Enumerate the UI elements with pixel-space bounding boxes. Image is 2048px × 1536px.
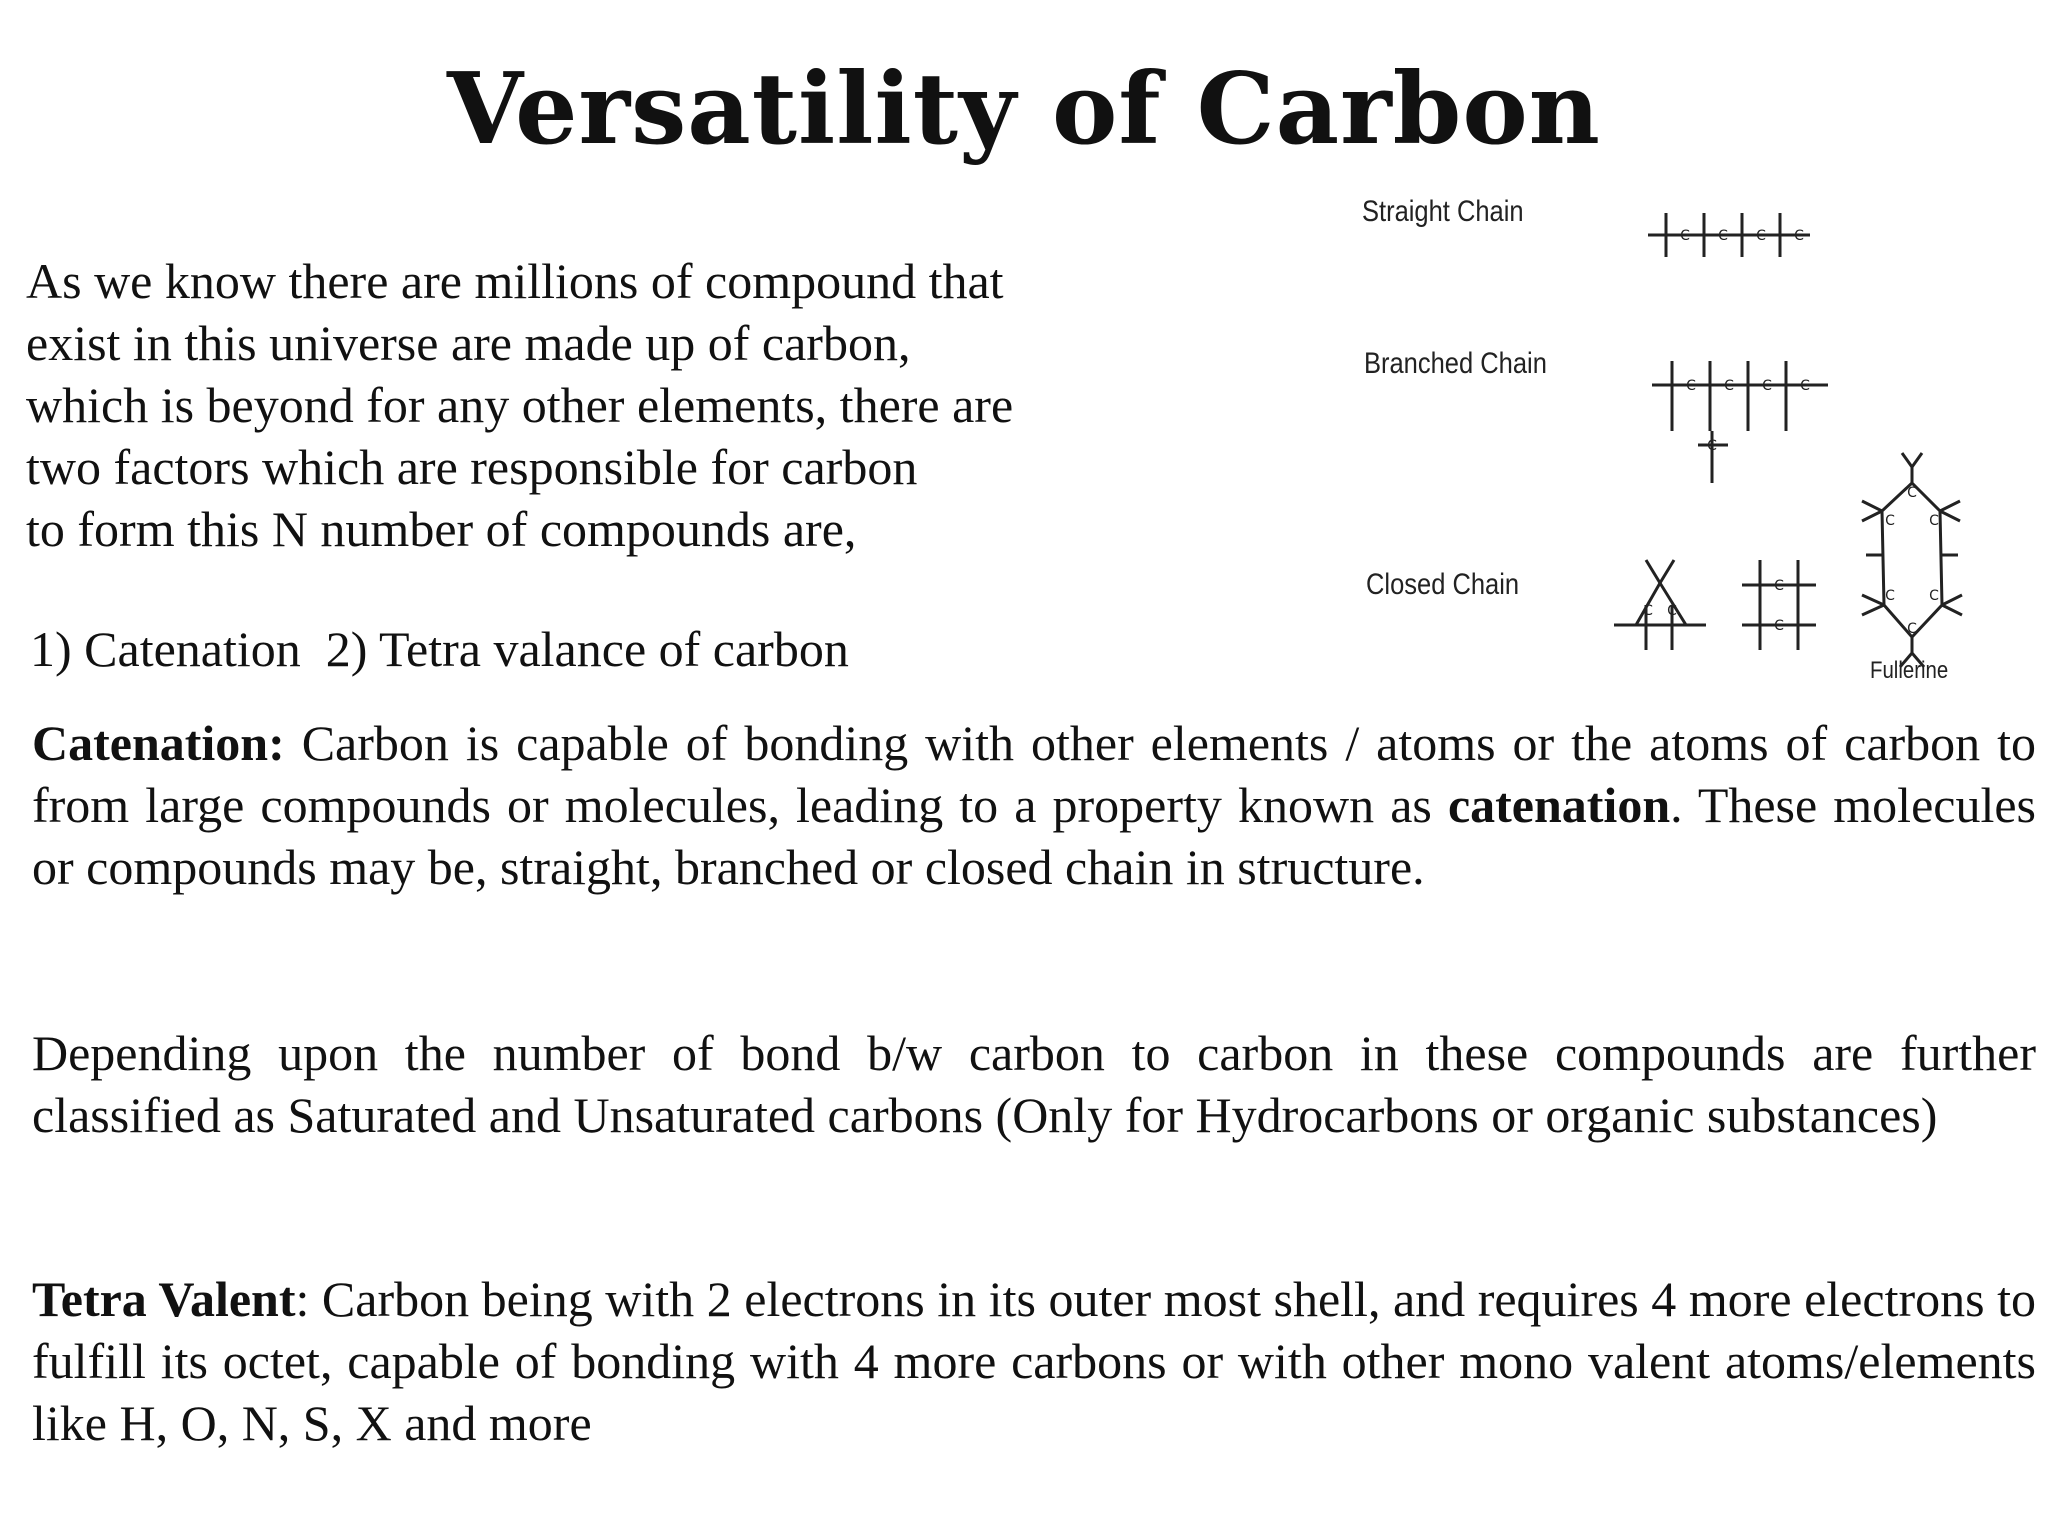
- intro-line: As we know there are millions of compound that: [26, 253, 1004, 309]
- svg-text:C: C: [1800, 378, 1810, 394]
- catenation-text-b: . These molecules or compounds may be, straight, branched or closed chain in structure.: [32, 777, 2036, 895]
- chain-structures-svg: [1350, 175, 2040, 695]
- svg-text:C: C: [1774, 618, 1784, 634]
- tetravalent-text: : Carbon being with 2 electrons in its outer most shell, and requires 4 more electrons to fulfill its octet, capable of bonding with 4 more carbons or with other mono valent atoms/elements like H, O, N, S, X and more: [32, 1271, 2036, 1451]
- svg-text:C: C: [1929, 513, 1939, 529]
- intro-line: exist in this universe are made up of carbon,: [26, 315, 911, 371]
- svg-text:C: C: [1907, 485, 1917, 501]
- page-title: Versatility of Carbon: [447, 52, 1601, 167]
- branched-chain-label: Branched Chain: [1364, 347, 1547, 380]
- factors-list: 1) Catenation 2) Tetra valance of carbon: [30, 621, 849, 677]
- svg-text:C: C: [1756, 228, 1766, 244]
- svg-text:C: C: [1724, 378, 1734, 394]
- tetravalent-paragraph: [32, 1268, 2036, 1454]
- svg-text:C: C: [1718, 228, 1728, 244]
- svg-text:C: C: [1686, 378, 1696, 394]
- intro-paragraph: [26, 250, 1316, 560]
- catenation-paragraph: [32, 712, 2036, 898]
- intro-line: two factors which are responsible for carbon: [26, 439, 918, 495]
- svg-text:C: C: [1667, 603, 1677, 619]
- closed-chain-square: [1742, 560, 1816, 650]
- catenation-bold-word: catenation: [1447, 777, 1671, 833]
- straight-chain-structure: [1648, 213, 1810, 257]
- saturation-paragraph: Depending upon the number of bond b/w carbon to carbon in these compounds are further classified as Saturated and Unsaturated carbons (Only for Hydrocarbons or organic substances): [32, 1025, 2036, 1143]
- tetravalent-heading: Tetra Valent: [32, 1271, 296, 1327]
- svg-text:C: C: [1885, 588, 1895, 604]
- svg-text:C: C: [1680, 228, 1690, 244]
- svg-text:C: C: [1794, 228, 1804, 244]
- svg-text:C: C: [1643, 603, 1653, 619]
- svg-text:C: C: [1907, 621, 1917, 637]
- svg-text:C: C: [1929, 588, 1939, 604]
- intro-line: which is beyond for any other elements, there are: [26, 377, 1014, 433]
- svg-text:C: C: [1774, 578, 1784, 594]
- catenation-heading: Catenation:: [32, 715, 285, 771]
- catenation-text-a: Carbon is capable of bonding with other elements / atoms or the atoms of carbon to from large compounds or molecules, leading to a property known as: [32, 715, 2036, 833]
- svg-text:C: C: [1707, 438, 1717, 454]
- fullerine-label: Fullerine: [1870, 657, 1949, 684]
- straight-chain-label: Straight Chain: [1362, 195, 1524, 228]
- intro-line: to form this N number of compounds are,: [26, 501, 857, 557]
- svg-text:C: C: [1762, 378, 1772, 394]
- svg-text:C: C: [1885, 513, 1895, 529]
- closed-chain-triangle: [1614, 560, 1706, 650]
- carbon-chain-figure: [1350, 175, 2040, 695]
- closed-chain-label: Closed Chain: [1366, 568, 1520, 601]
